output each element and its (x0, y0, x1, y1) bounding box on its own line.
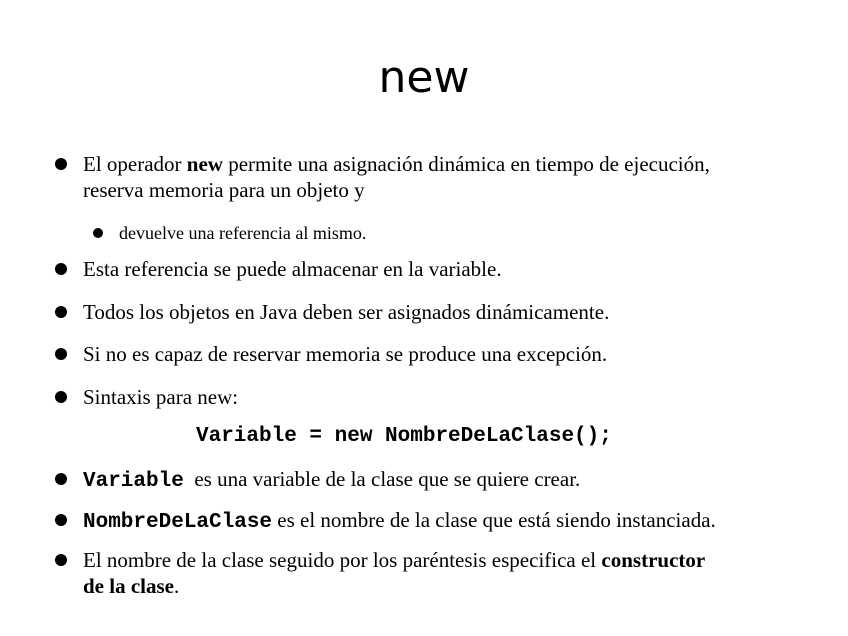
bullet-dot (55, 263, 67, 275)
bullet-text: Todos los objetos en Java deben ser asignados dinámicamente. (83, 300, 610, 324)
bullet-dot (93, 228, 103, 238)
bullet-text: Si no es capaz de reservar memoria se produce una excepción. (83, 342, 608, 366)
bullet-text: Sintaxis para new: (83, 385, 239, 409)
bullet-text (83, 151, 710, 177)
bullet-dot (55, 306, 67, 318)
bullet-text (83, 547, 705, 573)
bullet-dot (55, 473, 67, 485)
bullet-text (83, 466, 580, 495)
text-segment: El nombre de la clase seguido por los paréntesis especifica el (83, 548, 602, 572)
text-segment: es el nombre de la clase que está siendo instanciada. (272, 508, 716, 532)
bullet-text-line2: reserva memoria para un objeto y (83, 178, 365, 202)
text-segment: . (173, 574, 180, 598)
code-term-classname: NombreDeLaClase (83, 511, 273, 534)
text-segment: es una variable de la clase que se quiere crear. (183, 467, 581, 491)
keyword-constructor: constructor (601, 548, 706, 572)
text-segment: El operador (83, 152, 187, 176)
sub-bullet-text: devuelve una referencia al mismo. (119, 223, 367, 243)
bullet-dot (55, 348, 67, 360)
code-syntax-line: Variable = new NombreDeLaClase(); (196, 425, 612, 448)
bullet-dot (55, 391, 67, 403)
keyword-new: new (186, 152, 223, 176)
bullet-dot (55, 514, 67, 526)
code-term-variable: Variable (83, 470, 184, 493)
bullet-dot (55, 158, 67, 170)
slide-title: new (378, 52, 470, 103)
bullet-text-line2 (83, 573, 179, 599)
keyword-of-class: de la clase (83, 574, 174, 598)
bullet-text (83, 507, 716, 536)
bullet-text: Esta referencia se puede almacenar en la variable. (83, 257, 502, 281)
bullet-dot (55, 554, 67, 566)
text-segment: permite una asignación dinámica en tiempo de ejecución, (222, 152, 710, 176)
